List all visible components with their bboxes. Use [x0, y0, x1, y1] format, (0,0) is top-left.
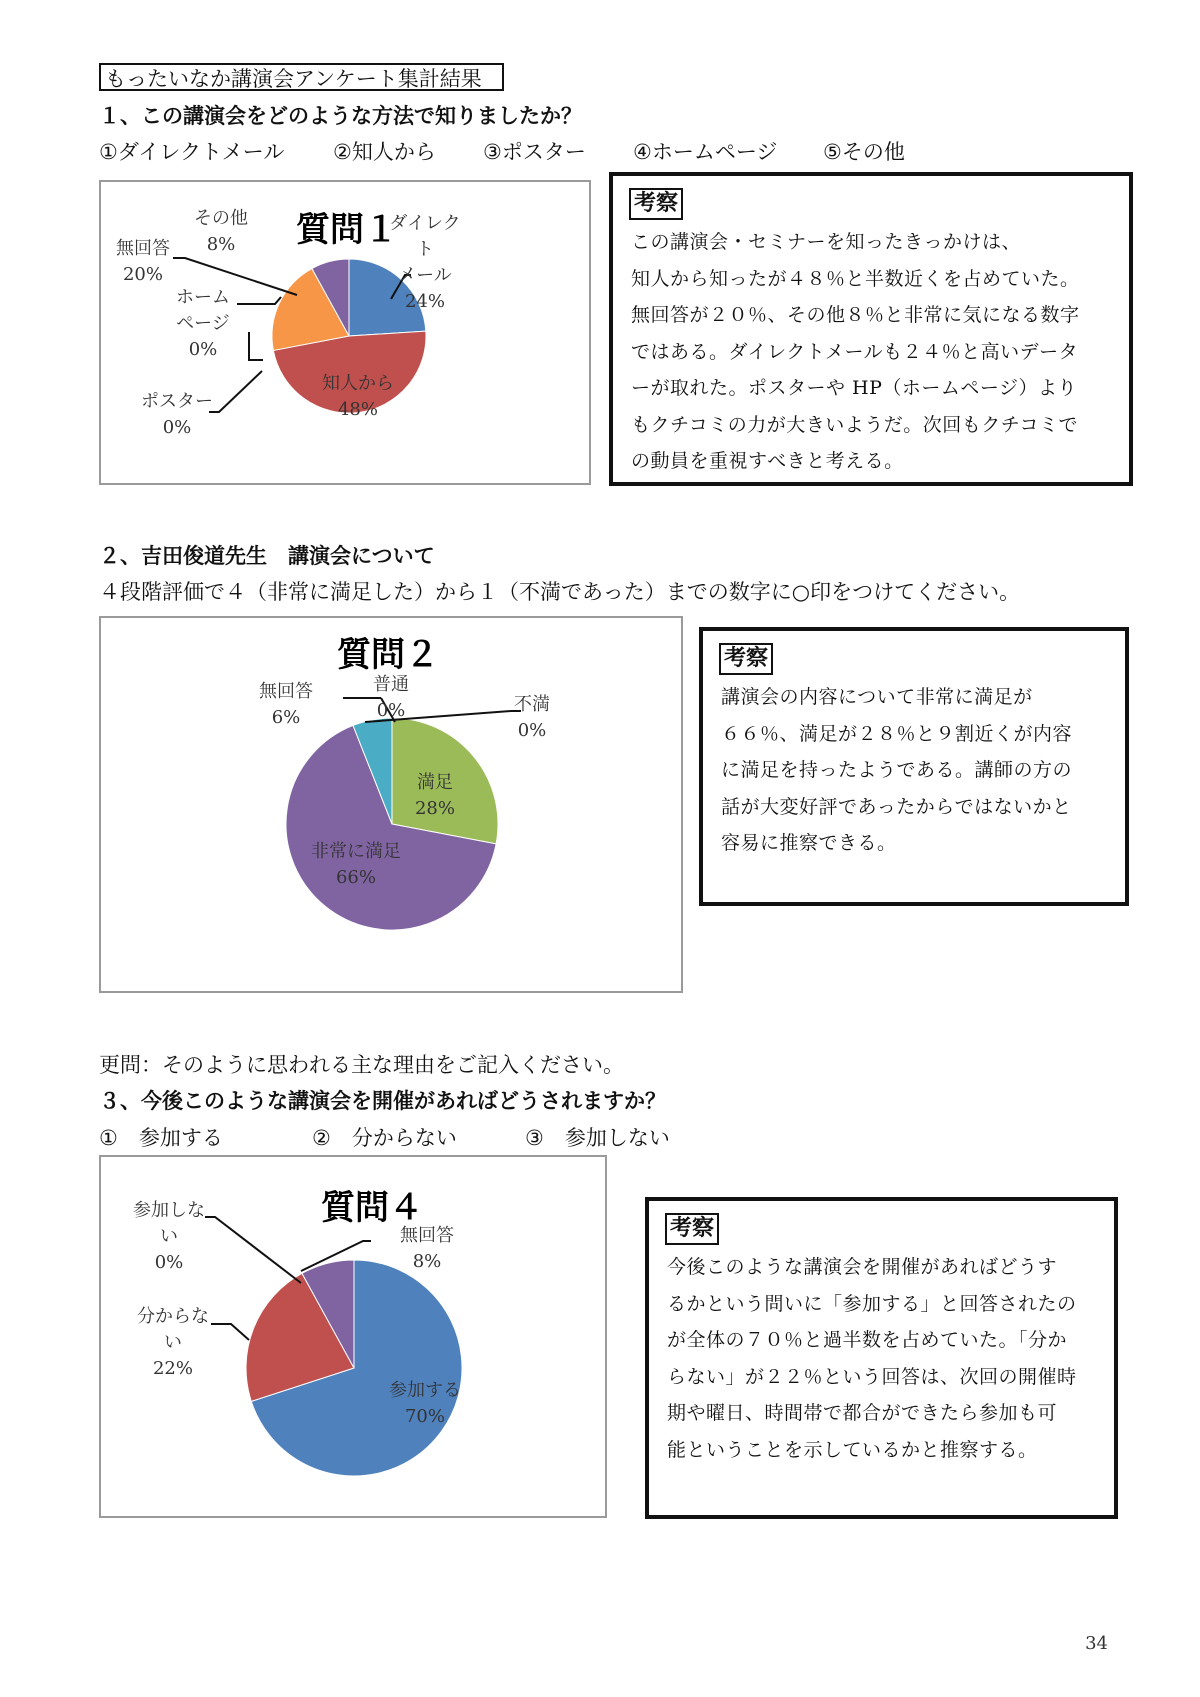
- q3-option-1: ① 参加する: [99, 1126, 223, 1150]
- c4-label-no-1: 参加しな: [133, 1200, 205, 1221]
- kousatsu-1-line: 無回答が２０％、その他８％と非常に気になる数字: [631, 304, 1080, 326]
- c4-value-dk: 22%: [152, 1358, 194, 1379]
- c2-label-normal: 普通: [373, 674, 409, 695]
- chart-1-frame: [99, 180, 591, 485]
- c4-value-noans: 8%: [412, 1251, 442, 1272]
- chart-4: [101, 1157, 605, 1516]
- kousatsu-3-line: 期や曜日、時間帯で都合ができたら参加も可: [667, 1402, 1058, 1424]
- kousatsu-1-line: この講演会・セミナーを知ったきっかけは、: [631, 231, 1022, 253]
- question-2-instruction: ４段階評価で４（非常に満足した）から１（不満であった）までの数字に○印をつけてください。: [99, 580, 1021, 604]
- c1-value-friend: 48%: [337, 399, 379, 420]
- c1-label-hp-2: ページ: [176, 313, 230, 334]
- kousatsu-heading-2: 考察: [719, 643, 773, 675]
- c1-value-hp: 0%: [188, 339, 218, 360]
- kousatsu-1-line: 知人から知ったが４８％と半数近くを占めていた。: [631, 267, 1080, 290]
- q1-option-5: ⑤その他: [823, 140, 905, 164]
- c1-label-other: その他: [194, 208, 248, 229]
- question-3-heading: ３、今後このような講演会を開催があればどうされますか？: [99, 1089, 666, 1113]
- c2-value-very: 66%: [335, 867, 377, 888]
- c2-label-very: 非常に満足: [311, 841, 401, 862]
- q3-option-3: ③ 参加しない: [525, 1126, 670, 1150]
- c2-label-noans: 無回答: [259, 681, 313, 702]
- c1-value-dm: 24%: [404, 291, 446, 312]
- kousatsu-1-line: の動員を重視すべきと考える。: [631, 450, 904, 472]
- kousatsu-body-3: [667, 1249, 1100, 1468]
- chart-4-frame: [99, 1155, 607, 1518]
- chart-1: [101, 182, 589, 483]
- chart-2-title: 質問２: [337, 635, 439, 675]
- chart-4-title: 質問４: [321, 1188, 423, 1228]
- c4-label-dk-2: い: [164, 1332, 182, 1353]
- kousatsu-heading-3: 考察: [665, 1213, 719, 1245]
- leader-line-c4-no: [205, 1217, 301, 1283]
- kousatsu-2-line: に満足を持ったようである。講師の方の: [721, 759, 1073, 781]
- c4-value-yes: 70%: [404, 1406, 446, 1427]
- c1-value-other: 8%: [206, 234, 236, 255]
- q1-option-3: ③ポスター: [483, 140, 586, 164]
- q1-option-4: ④ホームページ: [633, 140, 778, 164]
- chart-2: [101, 618, 681, 991]
- kousatsu-heading-1: 考察: [629, 188, 683, 220]
- leader-line-poster: [209, 371, 262, 412]
- kousatsu-3-line: が全体の７０％と過半数を占めていた。「分か: [667, 1329, 1068, 1351]
- c4-label-yes: 参加する: [389, 1380, 461, 1401]
- leader-line-c4-dk: [211, 1324, 249, 1340]
- c1-label-dm-1: ダイレク: [389, 213, 461, 234]
- kousatsu-2-line: ６６％、満足が２８％と９割近くが内容: [721, 722, 1073, 745]
- q1-option-1: ①ダイレクトメール: [99, 140, 285, 164]
- kousatsu-box-1: [609, 172, 1133, 486]
- extra-question: 更問：そのように思われる主な理由をご記入ください。: [99, 1053, 624, 1077]
- leader-line-hp: [249, 332, 263, 360]
- q1-option-2: ②知人から: [333, 140, 436, 164]
- c1-label-dm-2: ト: [416, 239, 434, 260]
- c2-value-sat: 28%: [414, 798, 456, 819]
- kousatsu-3-line: 今後このような講演会を開催があればどうす: [667, 1256, 1058, 1278]
- kousatsu-2-line: 話が大変好評であったからではないかと: [721, 795, 1072, 818]
- chart-2-frame: [99, 616, 683, 993]
- c2-value-unsat: 0%: [517, 720, 547, 741]
- c1-label-dm-3: メール: [398, 265, 452, 286]
- c1-label-noans: 無回答: [116, 238, 170, 259]
- c2-label-sat: 満足: [417, 772, 453, 793]
- c4-label-noans: 無回答: [400, 1225, 454, 1246]
- kousatsu-box-3: [645, 1197, 1118, 1519]
- kousatsu-3-line: 能ということを示しているかと推察する。: [667, 1438, 1038, 1461]
- c1-value-noans: 20%: [122, 264, 164, 285]
- kousatsu-body-1: [631, 224, 1115, 480]
- c2-value-normal: 0%: [376, 700, 406, 721]
- page-number: 34: [1085, 1633, 1108, 1654]
- q3-option-2: ② 分からない: [312, 1126, 457, 1150]
- kousatsu-box-2: [699, 627, 1129, 906]
- leader-line-other: [237, 297, 281, 304]
- c1-label-friend: 知人から: [322, 373, 394, 394]
- kousatsu-1-line: ーが取れた。ポスターや HP（ホームページ）より: [631, 377, 1078, 399]
- c1-label-hp-1: ホーム: [176, 287, 230, 308]
- c1-label-poster: ポスター: [141, 391, 213, 412]
- kousatsu-1-line: もクチコミの力が大きいようだ。次回もクチコミで: [631, 413, 1078, 436]
- page-title: もったいなか講演会アンケート集計結果: [99, 63, 504, 91]
- c4-label-no-2: い: [160, 1226, 178, 1247]
- c4-label-dk-1: 分からな: [137, 1306, 209, 1327]
- c1-value-poster: 0%: [162, 417, 192, 438]
- kousatsu-1-line: ではある。ダイレクトメールも２４％と高いデータ: [631, 340, 1079, 363]
- kousatsu-3-line: るかという問いに「参加する」と回答されたの: [667, 1292, 1077, 1315]
- kousatsu-3-line: らない」が２２％という回答は、次回の開催時: [667, 1365, 1077, 1388]
- c2-value-noans: 6%: [271, 707, 301, 728]
- c4-value-no: 0%: [154, 1252, 184, 1273]
- question-2-heading: ２、吉田俊道先生 講演会について: [99, 544, 435, 568]
- kousatsu-body-2: [721, 679, 1111, 862]
- kousatsu-2-line: 容易に推察できる。: [721, 832, 897, 854]
- chart-1-title: 質問１: [296, 210, 398, 250]
- c2-label-unsat: 不満: [514, 694, 550, 715]
- kousatsu-2-line: 講演会の内容について非常に満足が: [721, 686, 1033, 708]
- question-1-heading: １、この講演会をどのような方法で知りましたか？: [99, 104, 582, 128]
